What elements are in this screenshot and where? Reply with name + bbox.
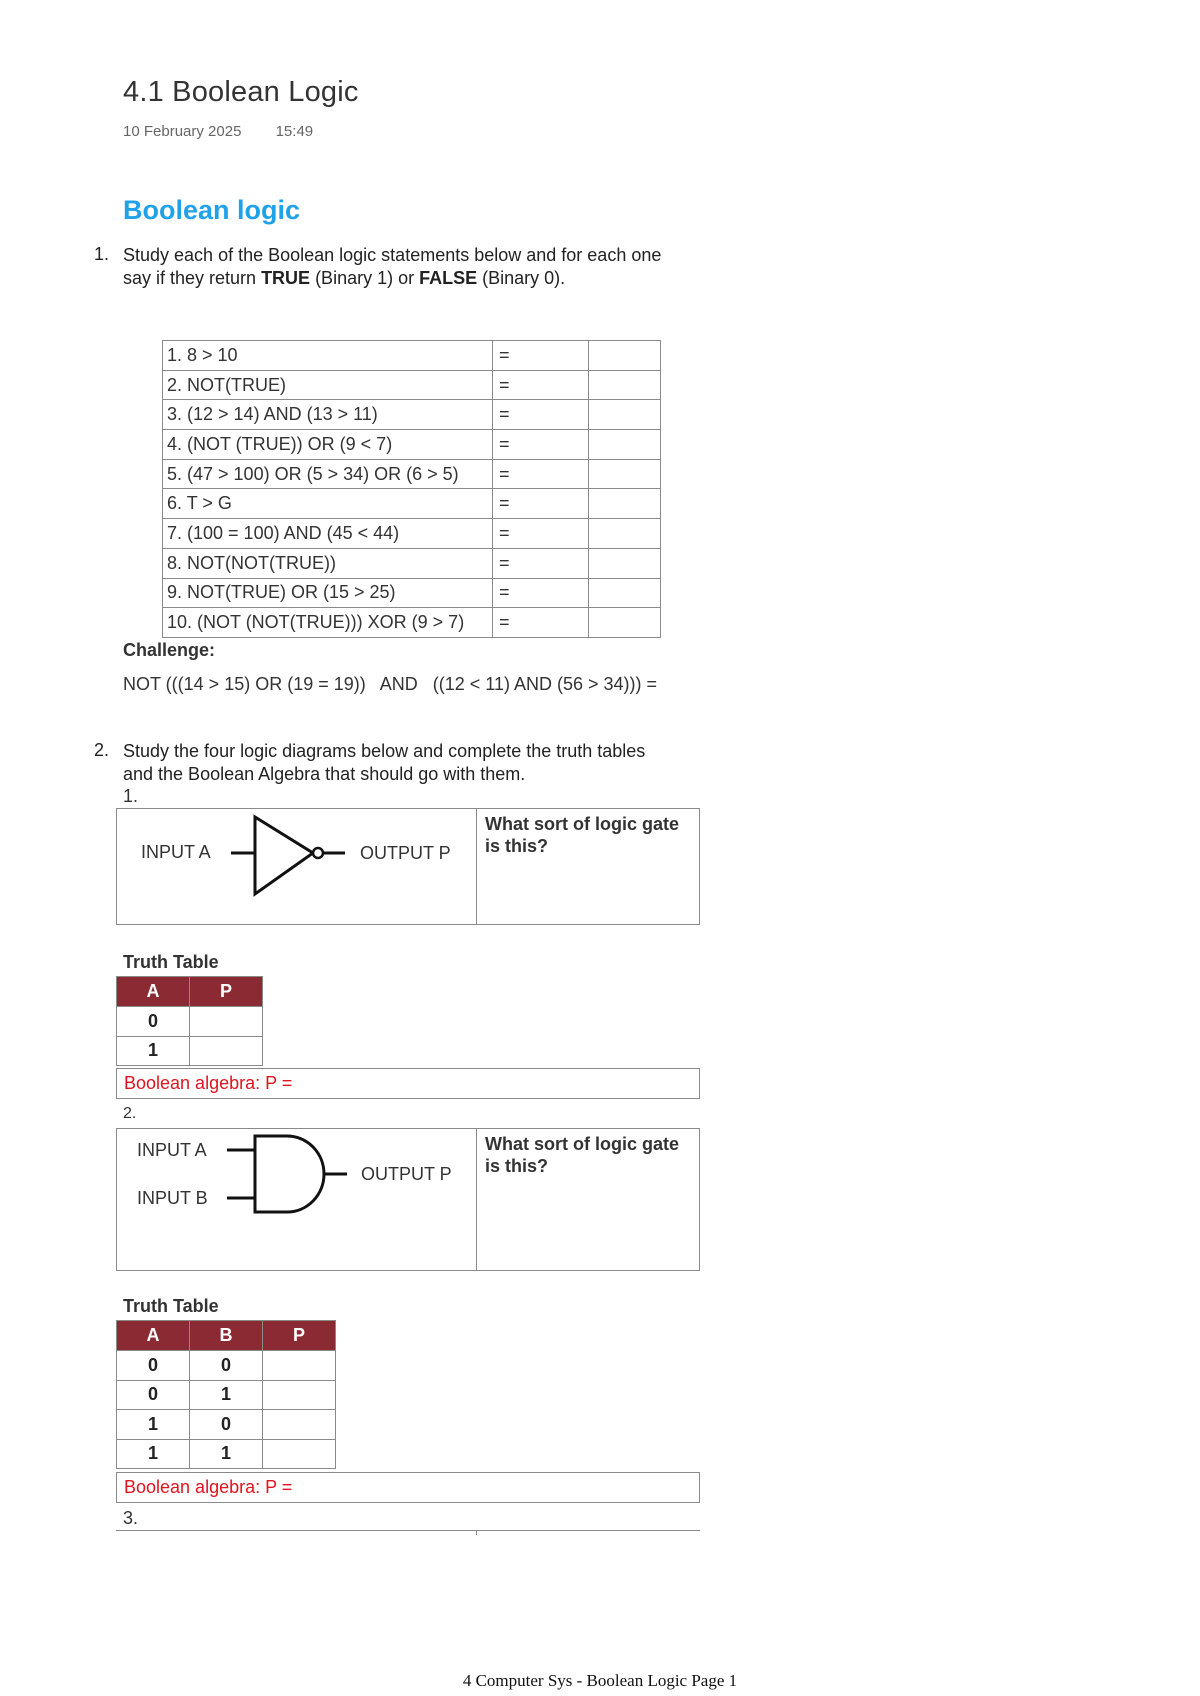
gate-2-input-b-label: INPUT B <box>137 1188 208 1208</box>
cell-a: 0 <box>117 1007 190 1037</box>
question-1-number: 1. <box>94 244 110 264</box>
header-b: B <box>190 1321 263 1351</box>
table-row <box>117 1036 263 1066</box>
cell-b: 0 <box>190 1351 263 1381</box>
false-word: FALSE <box>419 268 478 288</box>
table-row <box>163 578 661 608</box>
cell-p[interactable] <box>190 1036 263 1066</box>
boolean-algebra-2[interactable]: Boolean algebra: P = <box>116 1472 700 1503</box>
table-row <box>163 608 661 638</box>
table-row <box>163 341 661 371</box>
page-date: 10 February 2025 <box>123 123 242 140</box>
header-a: A <box>117 977 190 1007</box>
statement-cell: 9. NOT(TRUE) OR (15 > 25) <box>163 578 493 608</box>
statement-cell: 5. (47 > 100) OR (5 > 34) OR (6 > 5) <box>163 459 493 489</box>
truth-table-2-label: Truth Table <box>123 1296 219 1316</box>
answer-cell[interactable] <box>589 459 661 489</box>
statement-cell: 1. 8 > 10 <box>163 341 493 371</box>
question-2-line2: and the Boolean Algebra that should go with them. <box>123 764 526 784</box>
equals-cell: = <box>493 370 589 400</box>
table-row <box>163 459 661 489</box>
cell-b: 1 <box>190 1439 263 1469</box>
statement-cell: 8. NOT(NOT(TRUE)) <box>163 548 493 578</box>
gate-1-box <box>116 808 700 925</box>
header-p: P <box>190 977 263 1007</box>
answer-cell[interactable] <box>589 548 661 578</box>
table-row <box>163 489 661 519</box>
page-title: 4.1 Boolean Logic <box>123 76 359 108</box>
gate-2-box <box>116 1128 700 1271</box>
table-row <box>117 1410 336 1440</box>
gate-3-divider <box>476 1531 477 1535</box>
statements-table <box>162 340 661 638</box>
equals-cell: = <box>493 489 589 519</box>
statement-cell: 10. (NOT (NOT(TRUE))) XOR (9 > 7) <box>163 608 493 638</box>
equals-cell: = <box>493 400 589 430</box>
question-2-number: 2. <box>94 740 110 760</box>
equals-cell: = <box>493 578 589 608</box>
answer-cell[interactable] <box>589 370 661 400</box>
table-row <box>117 1439 336 1469</box>
cell-a: 1 <box>117 1439 190 1469</box>
cell-a: 1 <box>117 1036 190 1066</box>
gate-1-input-a-label: INPUT A <box>141 842 211 862</box>
challenge-expression: NOT (((14 > 15) OR (19 = 19)) AND ((12 < 11) AND (56 > 34))) = <box>123 674 658 694</box>
table-row <box>117 1351 336 1381</box>
not-gate-diagram <box>117 809 477 924</box>
true-word: TRUE <box>261 268 311 288</box>
gate-2-number: 2. <box>123 1105 137 1122</box>
equals-cell: = <box>493 548 589 578</box>
cell-p[interactable] <box>263 1439 336 1469</box>
answer-cell[interactable] <box>589 519 661 549</box>
gate-2-question: What sort of logic gate is this? <box>485 1134 680 1176</box>
equals-cell: = <box>493 341 589 371</box>
gate-1-number: 1. <box>123 786 139 806</box>
page-meta <box>123 123 343 140</box>
statement-cell: 2. NOT(TRUE) <box>163 370 493 400</box>
table-row <box>163 370 661 400</box>
gate-1-output-label: OUTPUT P <box>360 843 451 863</box>
question-1-line1: Study each of the Boolean logic statements below and for each one <box>123 245 662 265</box>
table-row <box>163 519 661 549</box>
equals-cell: = <box>493 519 589 549</box>
truth-table-1 <box>116 976 263 1066</box>
equals-cell: = <box>493 608 589 638</box>
question-2-text <box>123 740 763 786</box>
and-gate-icon <box>117 1129 477 1272</box>
gate-3-number: 3. <box>123 1508 139 1528</box>
section-heading: Boolean logic <box>123 195 301 225</box>
cell-p[interactable] <box>263 1380 336 1410</box>
equals-cell: = <box>493 430 589 460</box>
answer-cell[interactable] <box>589 489 661 519</box>
page-time: 15:49 <box>275 123 314 140</box>
cell-b: 1 <box>190 1380 263 1410</box>
statement-cell: 6. T > G <box>163 489 493 519</box>
table-row <box>117 1380 336 1410</box>
truth-table-1-label: Truth Table <box>123 952 219 972</box>
answer-cell[interactable] <box>589 608 661 638</box>
question-2-line1: Study the four logic diagrams below and complete the truth tables <box>123 741 646 761</box>
gate-3-box-top <box>116 1530 700 1534</box>
answer-cell[interactable] <box>589 400 661 430</box>
table-row <box>163 430 661 460</box>
header-a: A <box>117 1321 190 1351</box>
equals-cell: = <box>493 459 589 489</box>
cell-a: 1 <box>117 1410 190 1440</box>
gate-2-input-a-label: INPUT A <box>137 1140 207 1160</box>
table-row <box>163 400 661 430</box>
question-1-line2: say if they return <box>123 268 262 288</box>
challenge-label: Challenge: <box>123 640 216 660</box>
question-1-mid: (Binary 1) or <box>310 268 420 288</box>
table-row <box>117 1007 263 1037</box>
not-gate-icon <box>117 809 477 926</box>
answer-cell[interactable] <box>589 578 661 608</box>
cell-p[interactable] <box>190 1007 263 1037</box>
statement-cell: 4. (NOT (TRUE)) OR (9 < 7) <box>163 430 493 460</box>
question-1-end: (Binary 0). <box>477 268 566 288</box>
gate-1-question: What sort of logic gate is this? <box>485 814 680 856</box>
cell-b: 0 <box>190 1410 263 1440</box>
cell-p[interactable] <box>263 1351 336 1381</box>
cell-p[interactable] <box>263 1410 336 1440</box>
answer-cell[interactable] <box>589 430 661 460</box>
cell-a: 0 <box>117 1380 190 1410</box>
answer-cell[interactable] <box>589 341 661 371</box>
page-footer: 4 Computer Sys - Boolean Logic Page 1 <box>462 1671 738 1690</box>
cell-a: 0 <box>117 1351 190 1381</box>
table-header-row <box>117 1321 336 1351</box>
truth-table-2 <box>116 1320 336 1469</box>
and-gate-diagram <box>117 1129 477 1270</box>
gate-2-output-label: OUTPUT P <box>361 1164 452 1184</box>
boolean-algebra-1[interactable]: Boolean algebra: P = <box>116 1068 700 1099</box>
question-1-text <box>123 244 763 290</box>
statement-cell: 3. (12 > 14) AND (13 > 11) <box>163 400 493 430</box>
table-row <box>163 548 661 578</box>
statement-cell: 7. (100 = 100) AND (45 < 44) <box>163 519 493 549</box>
header-p: P <box>263 1321 336 1351</box>
table-header-row <box>117 977 263 1007</box>
